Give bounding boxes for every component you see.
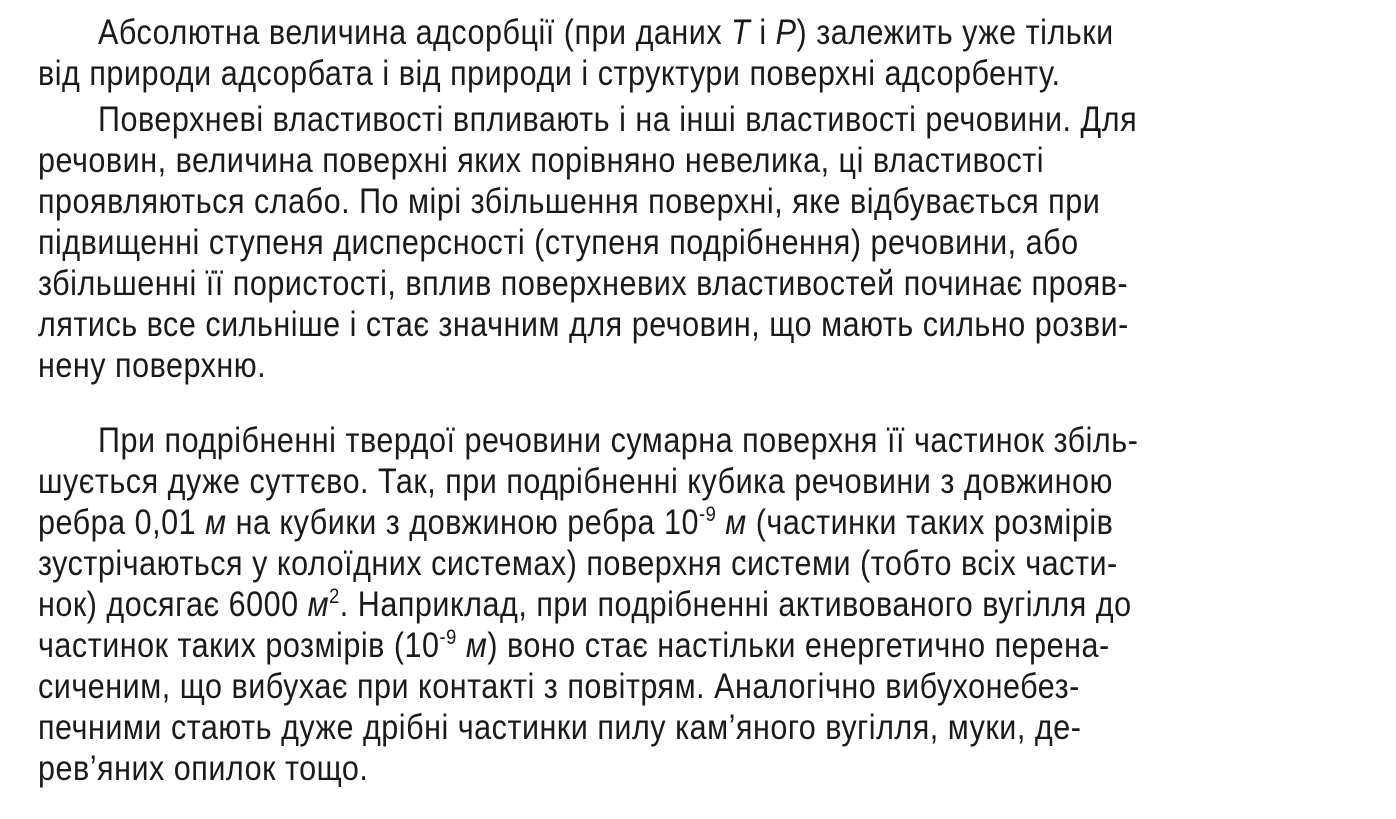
text-line bbox=[38, 461, 1182, 502]
text-segment: нок) досягає 6000 bbox=[38, 584, 308, 624]
text-line bbox=[38, 53, 1182, 94]
italic-symbol: м bbox=[725, 502, 747, 542]
text-segment: (частинки таких розмірів bbox=[746, 502, 1114, 542]
text-segment: на кубики з довжиною ребра 10 bbox=[226, 502, 699, 542]
text-line bbox=[38, 543, 1182, 584]
text-segment: . Наприклад, при подрібненні активованого вугілля до bbox=[339, 584, 1132, 624]
text-line bbox=[38, 222, 1182, 263]
paragraph-surface-properties bbox=[38, 99, 1368, 386]
text-segment: сиченим, що вибухає при контакті з повітрям. Аналогічно вибухонебез- bbox=[38, 666, 1080, 706]
text-line bbox=[38, 625, 1182, 666]
text-segment: Поверхневі властивості впливають і на інші властивості речовини. Для bbox=[98, 99, 1138, 139]
text-segment: в- bbox=[1100, 263, 1129, 303]
italic-symbol: T bbox=[731, 12, 751, 52]
paragraph-grinding-surface-area bbox=[38, 420, 1368, 789]
text-line bbox=[38, 748, 1182, 789]
text-segment: Абсолютна величина адсорбції (при даних bbox=[98, 12, 732, 52]
italic-symbol: м bbox=[465, 625, 488, 665]
text-segment: підвищенні ступеня дисперсності (ступеня подрібнення) речовини, або bbox=[38, 222, 1079, 262]
text-segment: печними стають дуже дрібні частинки пилу кам’яного вугілля, муки, де- bbox=[38, 707, 1082, 747]
text-segment: нену поверхню. bbox=[38, 345, 267, 385]
text-line bbox=[98, 12, 1190, 53]
text-line bbox=[38, 707, 1182, 748]
text-line bbox=[38, 140, 1182, 181]
text-segment: ребра 0,01 bbox=[38, 502, 206, 542]
text-segment: ) залежить уже тільки bbox=[796, 12, 1114, 52]
text-segment: збільшенні її пористості, вплив поверхневих властивостей починає проя bbox=[38, 263, 1101, 303]
text-segment: речовин, величина поверхні яких порівняно невелика, ці властивості bbox=[38, 140, 1045, 180]
text-line bbox=[98, 420, 1190, 461]
italic-symbol: м bbox=[307, 584, 330, 624]
text-line bbox=[98, 99, 1190, 140]
text-line bbox=[38, 666, 1182, 707]
text-line bbox=[38, 304, 1182, 345]
text-segment: лятись все сильніше і стає значним для речовин, що мають сильно розви- bbox=[38, 304, 1129, 344]
text-line bbox=[38, 345, 1182, 386]
superscript: 2 bbox=[329, 584, 340, 609]
text-segment: При подрібненні твердої речовини сумарна поверхня її частинок збіль- bbox=[98, 420, 1139, 460]
text-segment: ) воно стає настільки енергетично перена- bbox=[487, 625, 1110, 665]
text-line bbox=[38, 584, 1182, 625]
text-segment: і bbox=[750, 12, 776, 52]
italic-symbol: P bbox=[775, 12, 797, 52]
text-line bbox=[38, 263, 1182, 304]
superscript: -9 bbox=[698, 502, 717, 527]
superscript: -9 bbox=[439, 625, 457, 650]
paragraph-adsorption-magnitude bbox=[38, 12, 1368, 94]
text-segment: рев’яних опилок тощо. bbox=[38, 748, 369, 788]
text-segment bbox=[716, 502, 725, 542]
text-line bbox=[38, 502, 1182, 543]
text-segment: шується дуже суттєво. Так, при подрібненні кубика речовини з довжиною bbox=[38, 461, 1113, 501]
italic-symbol: м bbox=[205, 502, 227, 542]
text-line bbox=[38, 181, 1182, 222]
text-segment: проявляються слабо. По мірі збільшення поверхні, яке відбувається при bbox=[38, 181, 1101, 221]
text-segment: від природи адсорбата і від природи і структури поверхні адсорбенту. bbox=[38, 53, 1061, 93]
text-segment: частинок таких розмірів (10 bbox=[38, 625, 440, 665]
text-segment: зустрічаються у колоїдних системах) поверхня системи (тобто всіх части- bbox=[38, 543, 1118, 583]
text-segment bbox=[457, 625, 466, 665]
